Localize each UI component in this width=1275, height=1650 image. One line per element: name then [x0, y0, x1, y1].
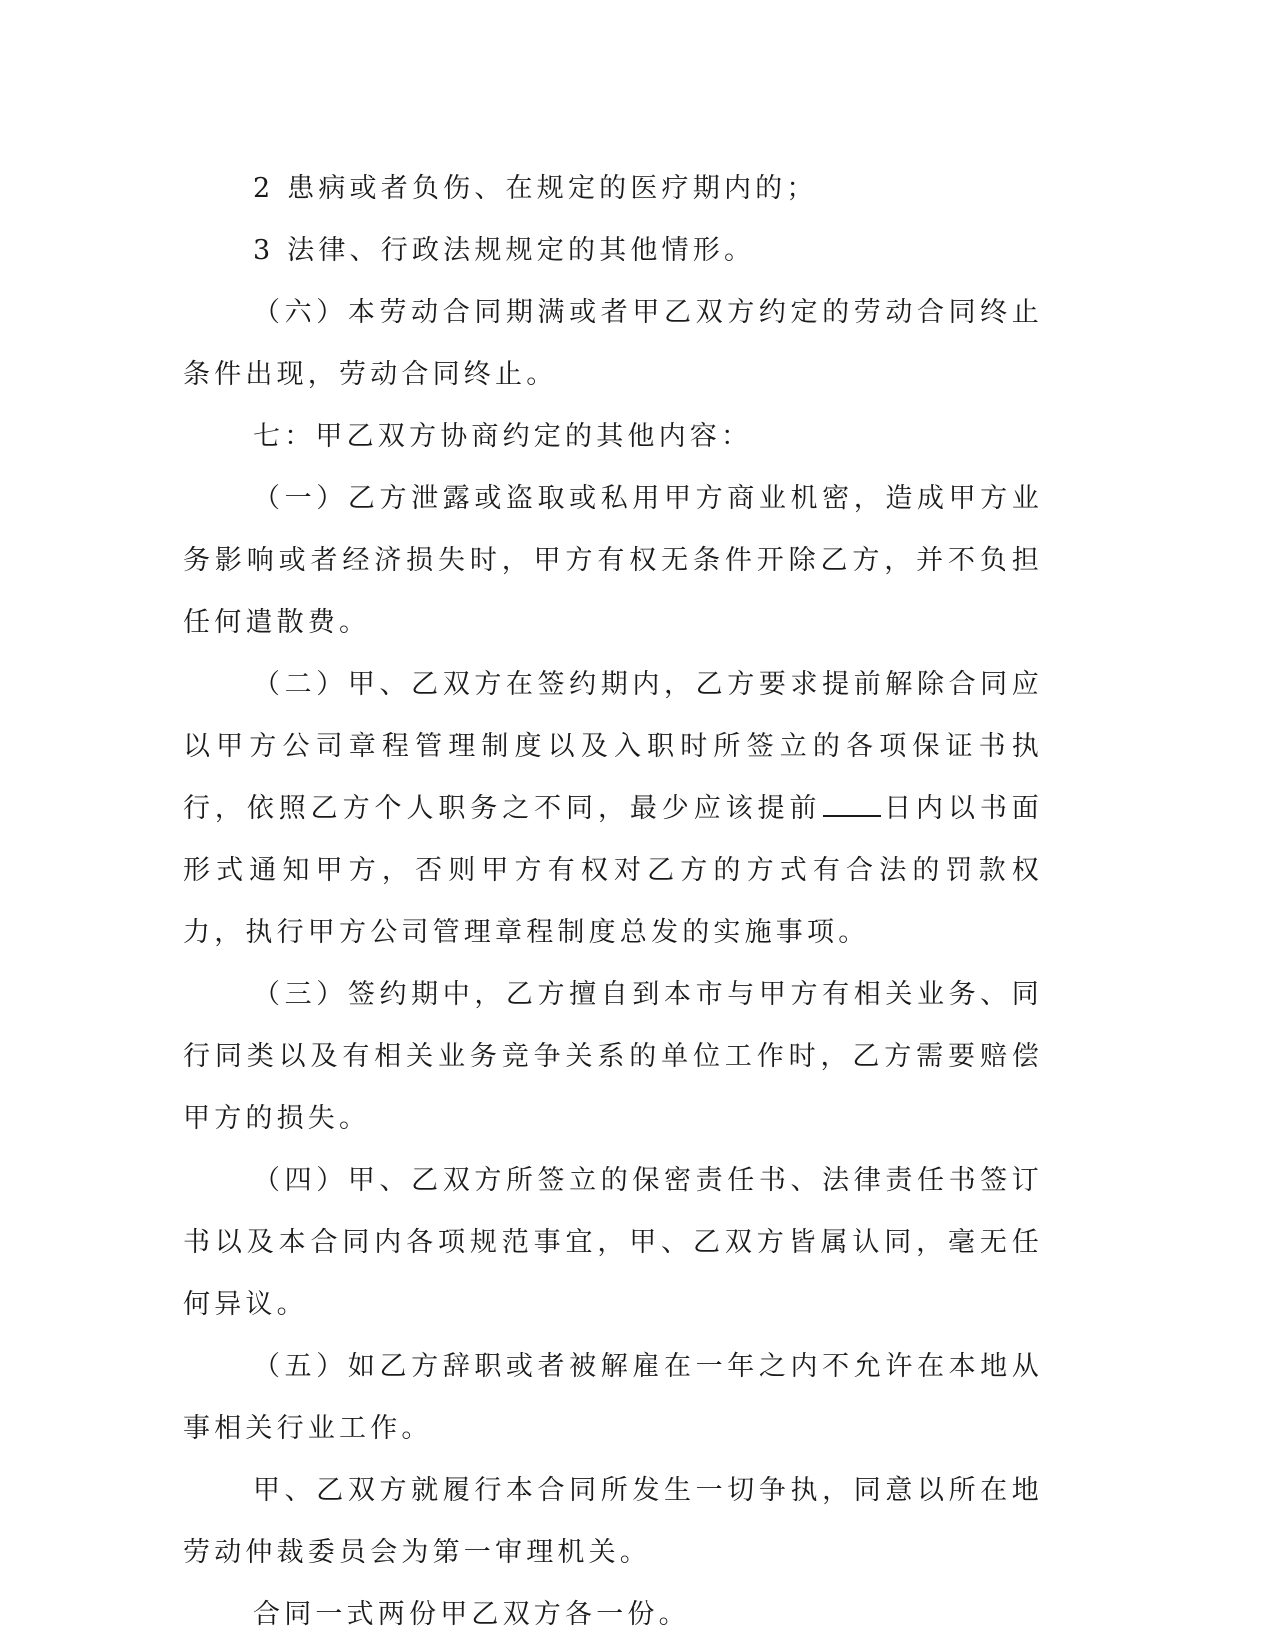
- paragraph-clause-2: [183, 654, 1043, 964]
- clause-2-text-after-blank: 日内以书面形式通知甲方，否则甲方有权对乙方的方式有合法的罚款权力，执行甲方公司管理章程制度总发的实施事项。: [183, 793, 1044, 948]
- paragraph-clause-3: （三）签约期中，乙方擅自到本市与甲方有相关业务、同行同类以及有相关业务竞争关系的单位工作时，乙方需要赔偿甲方的损失。: [183, 979, 1043, 1134]
- paragraph-section-7-heading: 七：甲乙双方协商约定的其他内容：: [253, 421, 753, 452]
- paragraph-item-2: 2 患病或者负伤、在规定的医疗期内的；: [253, 173, 818, 204]
- paragraph-copies: 合同一式两份甲乙双方各一份。: [253, 1599, 690, 1630]
- fill-in-blank-days: [823, 791, 881, 817]
- paragraph-clause-6: （六）本劳动合同期满或者甲乙双方约定的劳动合同终止条件出现，劳动合同终止。: [183, 297, 1043, 390]
- paragraph-arbitration: 甲、乙双方就履行本合同所发生一切争执，同意以所在地劳动仲裁委员会为第一审理机关。: [183, 1475, 1043, 1568]
- paragraph-clause-5: （五）如乙方辞职或者被解雇在一年之内不允许在本地从事相关行业工作。: [183, 1351, 1043, 1444]
- paragraph-item-3: 3 法律、行政法规规定的其他情形。: [253, 235, 756, 266]
- document-body: [183, 158, 1043, 1646]
- clause-2-text-before-blank: （二）甲、乙双方在签约期内，乙方要求提前解除合同应以甲方公司章程管理制度以及入职时所签立的各项保证书执行，依照乙方个人职务之不同，最少应该提前: [183, 669, 1043, 824]
- paragraph-clause-1: （一）乙方泄露或盗取或私用甲方商业机密，造成甲方业务影响或者经济损失时，甲方有权无条件开除乙方，并不负担任何遣散费。: [183, 483, 1043, 638]
- paragraph-clause-4: （四）甲、乙双方所签立的保密责任书、法律责任书签订书以及本合同内各项规范事宜，甲、乙双方皆属认同，毫无任何异议。: [183, 1165, 1043, 1320]
